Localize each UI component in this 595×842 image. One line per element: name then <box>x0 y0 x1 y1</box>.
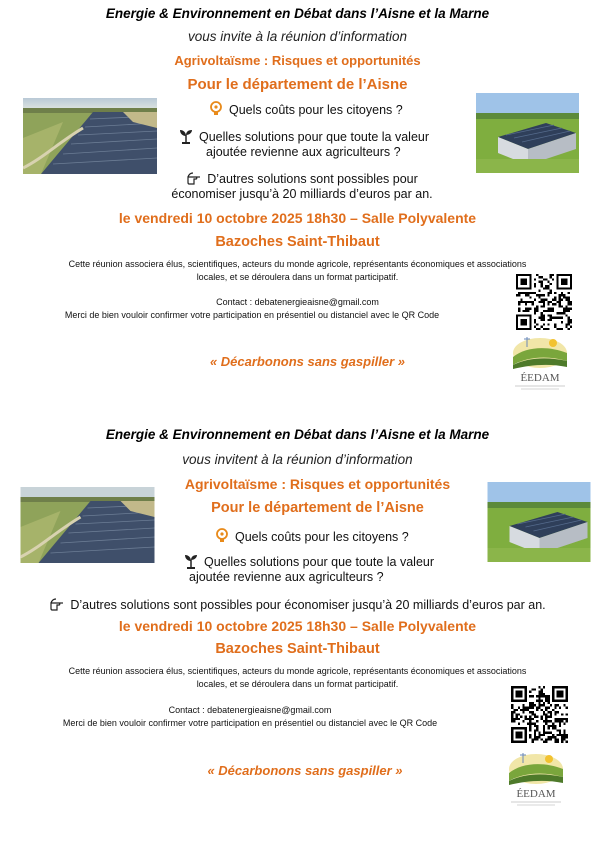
barn-photo <box>476 93 579 173</box>
question-value <box>178 128 429 160</box>
question-costs <box>214 528 409 545</box>
slogan: « Décarbonons sans gaspiller » <box>209 354 406 369</box>
description <box>0 665 595 691</box>
seedling-icon <box>178 128 194 144</box>
slogan: « Décarbonons sans gaspiller » <box>207 763 403 778</box>
flyer-2 <box>0 416 595 826</box>
description-line1: Cette réunion associera élus, scientifiques, acteurs du monde agricole, représentants économiques et associations <box>68 666 527 676</box>
question-value-line2: ajoutée revienne aux agriculteurs ? <box>206 145 401 159</box>
eedam-logo <box>507 335 573 393</box>
question-costs <box>208 101 403 118</box>
question-alternatives-line1: D’autres solutions sont possibles pour <box>207 172 418 186</box>
flyer-1 <box>0 0 595 410</box>
question-value-line2: ajoutée revienne aux agriculteurs ? <box>189 570 384 584</box>
question-value <box>183 553 434 585</box>
question-costs-text: Quels coûts pour les citoyens ? <box>229 103 403 117</box>
confirm-text: Merci de bien vouloir confirmer votre participation en présentiel ou distanciel avec le QR Code <box>64 310 440 320</box>
description <box>0 258 595 284</box>
description-line1: Cette réunion associera élus, scientifiques, acteurs du monde agricole, représentants économiques et associations <box>68 259 527 269</box>
qr-code[interactable] <box>516 274 572 330</box>
event-date: le vendredi 10 octobre 2025 18h30 – Salle Polyvalente <box>118 618 477 634</box>
qr-code[interactable] <box>511 686 568 743</box>
subject-heading: Agrivoltaïsme : Risques et opportunités <box>174 53 421 68</box>
logo-wordmark: ÉEDAM <box>516 788 556 800</box>
lightbulb-icon <box>214 528 230 544</box>
event-place: Bazoches Saint-Thibaut <box>215 641 380 657</box>
pointing-hand-icon <box>49 596 65 612</box>
flyer-title: Energie & Environnement en Débat dans l’Aisne et la Marne <box>105 427 490 442</box>
question-alternatives <box>152 170 452 202</box>
description-line2: locales, et se déroulera dans un format participatif. <box>196 272 399 282</box>
confirm-text: Merci de bien vouloir confirmer votre participation en présentiel ou distanciel avec le QR Code <box>62 718 438 728</box>
lightbulb-icon <box>208 101 224 117</box>
barn-photo <box>487 482 591 562</box>
department-heading: Pour le département de l’Aisne <box>187 76 408 93</box>
description-line2: locales, et se déroulera dans un format participatif. <box>196 679 399 689</box>
invite-text: vous invite à la réunion d’information <box>187 29 408 44</box>
solar-farm-photo <box>20 487 155 563</box>
department-heading: Pour le département de l’Aisne <box>211 500 424 516</box>
contact-email[interactable]: Contact : debatenergieaisne@gmail.com <box>168 705 332 715</box>
question-value-line1: Quelles solutions pour que toute la valeur <box>204 555 435 569</box>
event-place: Bazoches Saint-Thibaut <box>215 234 380 250</box>
solar-farm-photo <box>23 98 157 174</box>
pointing-hand-icon <box>186 170 202 186</box>
eedam-logo <box>503 750 569 810</box>
question-alternatives-text: D’autres solutions sont possibles pour économiser jusqu’à 20 milliards d’euros par an. <box>70 598 546 612</box>
contact-email[interactable]: Contact : debatenergieaisne@gmail.com <box>216 297 379 307</box>
question-alternatives <box>0 596 595 613</box>
question-alternatives-line2: économiser jusqu’à 20 milliards d’euros par an. <box>171 187 433 201</box>
question-costs-text: Quels coûts pour les citoyens ? <box>235 530 409 544</box>
question-value-line1: Quelles solutions pour que toute la valeur <box>199 130 430 144</box>
invite-text: vous invitent à la réunion d’information <box>182 452 413 467</box>
event-date: le vendredi 10 octobre 2025 18h30 – Salle Polyvalente <box>118 210 477 226</box>
seedling-icon <box>183 553 199 569</box>
subject-heading: Agrivoltaïsme : Risques et opportunités <box>184 476 451 492</box>
flyer-title: Energie & Environnement en Débat dans l’Aisne et la Marne <box>105 6 490 21</box>
logo-wordmark: ÉEDAM <box>520 372 560 384</box>
